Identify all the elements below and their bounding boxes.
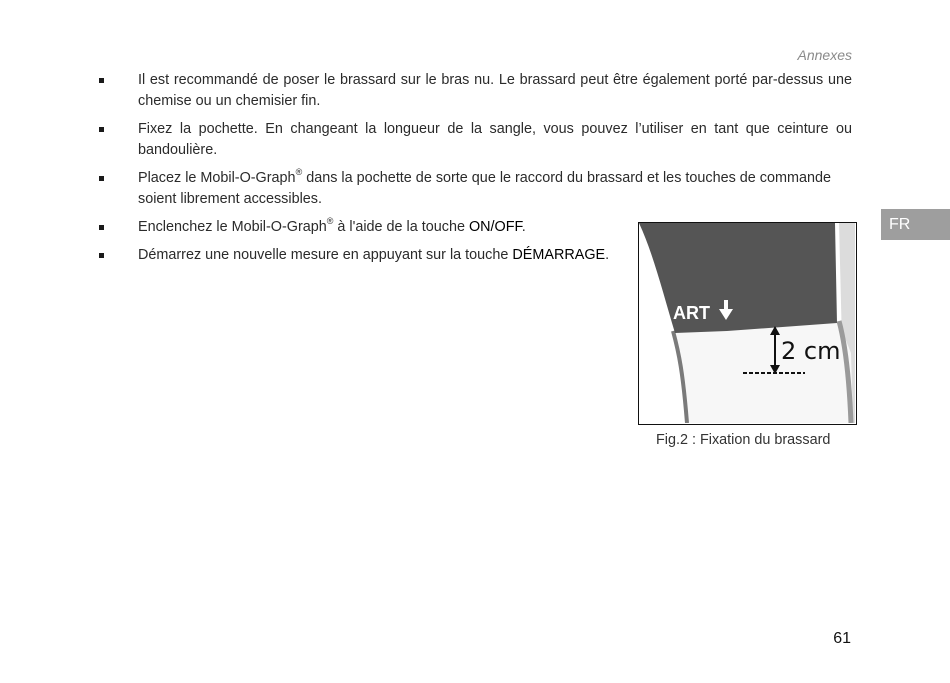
- measure-label: 2 cm: [781, 337, 841, 365]
- figure-caption: Fig.2 : Fixation du brassard: [656, 432, 831, 448]
- list-item-text: Fixez la pochette. En changeant la longueur de la sangle, vous pouvez l’utiliser en tant que ceinture ou bandoulière.: [138, 121, 852, 158]
- list-item: [98, 168, 852, 210]
- list-item-text: à l'aide de la touche: [333, 219, 469, 235]
- list-item-text: .: [605, 247, 610, 263]
- registered-mark: ®: [326, 216, 334, 227]
- bullet-square-icon: [99, 78, 104, 83]
- list-item-text: Placez le Mobil-O-Graph: [138, 170, 296, 186]
- registered-mark: ®: [295, 167, 303, 178]
- bullet-square-icon: [99, 176, 104, 181]
- list-item: [98, 217, 618, 238]
- start-key-label: DÉMARRAGE: [512, 247, 606, 263]
- on-off-key-label: ON/OFF: [468, 219, 522, 235]
- list-item-text: .: [521, 219, 526, 235]
- bullet-square-icon: [99, 253, 104, 258]
- list-item: [98, 119, 852, 161]
- list-item: [98, 70, 852, 112]
- cuff-illustration: [639, 223, 855, 423]
- list-item-text: Démarrez une nouvelle mesure en appuyant sur la touche: [138, 247, 513, 263]
- cuff-placement-figure: [638, 222, 857, 425]
- page-number: 61: [833, 630, 851, 647]
- list-item-text: Il est recommandé de poser le brassard sur le bras nu. Le brassard peut être également porté par-dessus une chemise ou un chemisier fin.: [138, 72, 852, 109]
- bullet-square-icon: [99, 225, 104, 230]
- list-item-text: dans la pochette de sorte que le raccord du brassard et les touches de commande soient librement accessibles.: [138, 170, 831, 207]
- list-item-text: Enclenchez le Mobil-O-Graph: [138, 219, 327, 235]
- bullet-square-icon: [99, 127, 104, 132]
- language-tab: FR: [881, 209, 950, 240]
- list-item: [98, 245, 618, 266]
- section-header: Annexes: [797, 47, 852, 63]
- art-label: ART: [673, 303, 710, 323]
